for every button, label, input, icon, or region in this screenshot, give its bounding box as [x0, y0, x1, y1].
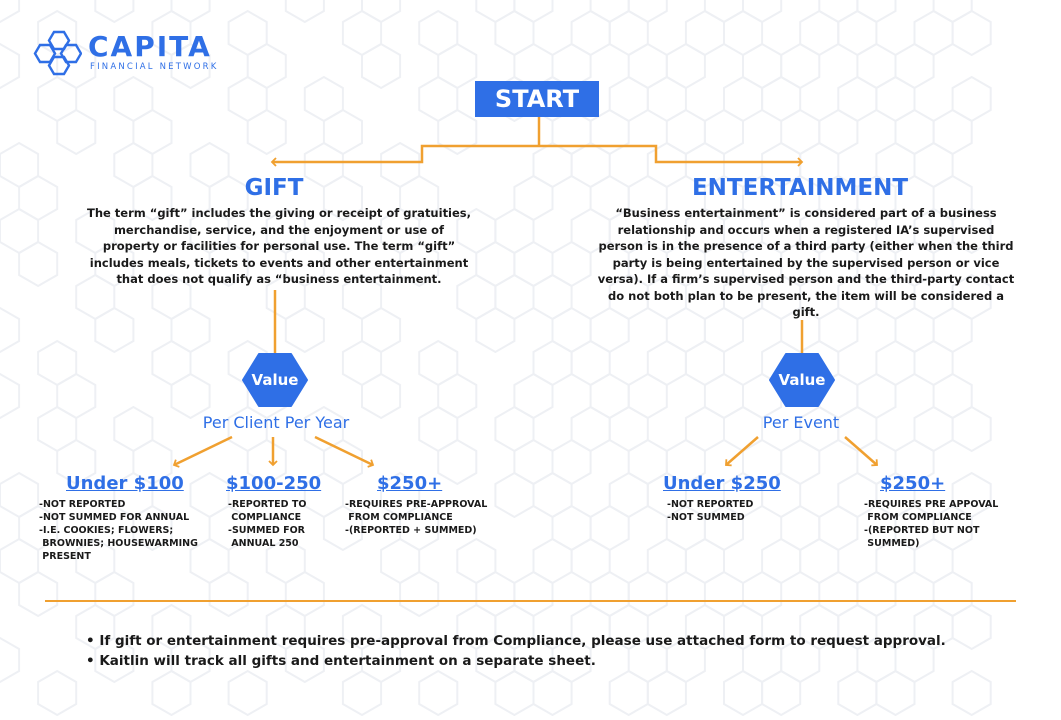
- background-hexagon: [286, 308, 324, 352]
- background-hexagon: [629, 0, 667, 22]
- ent-tier-250-plus-title: $250+: [880, 473, 946, 494]
- entertainment-definition: “Business entertainment” is considered part of a business relationship and occurs when a registered IA’s supervised person is in the presence of a third party (either when the third party is being entertained by the supervised person or vice versa). If a firm’s supervised person and the third-party contact do not both plan to be present, the item will be considered a gift.: [597, 206, 1015, 319]
- background-hexagon: [152, 671, 190, 715]
- background-hexagon: [210, 572, 248, 616]
- rule-item: FROM COMPLIANCE: [345, 512, 453, 523]
- background-hexagon: [19, 242, 57, 286]
- background-hexagon: [248, 110, 286, 154]
- logo-subtitle: FINANCIAL NETWORK: [90, 62, 219, 72]
- background-hexagon: [934, 0, 972, 22]
- start-node: START: [475, 81, 599, 117]
- rule-item: FROM COMPLIANCE: [864, 512, 972, 523]
- background-hexagon: [286, 0, 324, 22]
- background-hexagon: [876, 671, 914, 715]
- rule-item: -REPORTED TO: [228, 499, 307, 510]
- gift-tier-under-100-rules: [39, 498, 198, 563]
- notes-list: [86, 631, 946, 671]
- background-hexagon: [438, 110, 476, 154]
- rule-item: -(REPORTED + SUMMED): [345, 525, 477, 536]
- gift-value-label: Value: [251, 371, 299, 389]
- ent-tier-under-250-title: Under $250: [663, 473, 781, 494]
- rule-item: ANNUAL 250: [228, 538, 299, 549]
- background-hexagon: [172, 374, 210, 418]
- background-hexagon: [362, 374, 400, 418]
- background-hexagon: [953, 605, 991, 649]
- rule-item: -(REPORTED BUT NOT: [864, 525, 980, 536]
- background-hexagon: [953, 407, 991, 451]
- background-hexagon: [476, 0, 514, 22]
- note-item: • If gift or entertainment requires pre-approval from Compliance, please use attached form to request approval.: [86, 631, 946, 651]
- background-hexagon: [724, 671, 762, 715]
- rule-item: PRESENT: [39, 551, 91, 562]
- background-hexagon: [38, 671, 76, 715]
- gift-value-node: [242, 352, 308, 408]
- gift-tier-100-250-title: $100-250: [226, 473, 322, 494]
- background-hexagon: [0, 308, 19, 352]
- background-hexagon: [0, 0, 19, 22]
- gift-tier-100-250-rules: [228, 498, 306, 550]
- background-hexagon: [819, 0, 857, 22]
- background-hexagon: [229, 671, 267, 715]
- gift-definition: The term “gift” includes the giving or receipt of gratuities, merchandise, service, and the enjoyment or use of property or facilities for personal use. The term “gift” includes meals, tickets to events and other entertainment that does not qualify as “business entertainment.: [86, 206, 472, 286]
- gift-tier-250-plus-title: $250+: [377, 473, 443, 494]
- background-hexagon: [953, 11, 991, 55]
- entertainment-value-basis: Per Event: [762, 413, 840, 432]
- background-hexagon: [514, 0, 552, 22]
- background-hexagon: [534, 671, 572, 715]
- rule-item: -NOT SUMMED: [667, 512, 745, 523]
- background-hexagon: [591, 0, 629, 22]
- rule-item: -REQUIRES PRE-APPROVAL: [345, 499, 488, 510]
- background-hexagon: [476, 308, 514, 352]
- gift-tier-under-100-title: Under $100: [66, 473, 184, 494]
- background-hexagon: [838, 671, 876, 715]
- rule-item: -NOT REPORTED: [39, 499, 126, 510]
- background-hexagon: [495, 671, 533, 715]
- rule-item: -NOT SUMMED FOR ANNUAL: [39, 512, 190, 523]
- background-hexagon: [0, 638, 19, 682]
- entertainment-heading: ENTERTAINMENT: [691, 175, 909, 201]
- background-hexagon: [857, 0, 895, 22]
- background-hexagon: [648, 671, 686, 715]
- background-hexagon: [362, 0, 400, 22]
- background-hexagon: [762, 671, 800, 715]
- rule-item: -I.E. COOKIES; FLOWERS;: [39, 525, 174, 536]
- background-hexagon: [419, 671, 457, 715]
- background-hexagon: [953, 671, 991, 715]
- gift-heading: GIFT: [244, 175, 304, 201]
- logo-hexagon-icon: [30, 30, 82, 76]
- rule-item: -REQUIRES PRE APPOVAL: [864, 499, 999, 510]
- background-hexagon: [343, 671, 381, 715]
- note-item: • Kaitlin will track all gifts and entertainment on a separate sheet.: [86, 651, 946, 671]
- ent-tier-under-250-rules: [667, 498, 753, 524]
- background-hexagon: [743, 0, 781, 22]
- ent-tier-250-plus-rules: [864, 498, 998, 550]
- rule-item: -SUMMED FOR: [228, 525, 305, 536]
- entertainment-value-node: [769, 352, 835, 408]
- background-hexagon: [400, 572, 438, 616]
- background-hexagon: [172, 0, 210, 22]
- rule-item: COMPLIANCE: [228, 512, 302, 523]
- gift-tier-250-plus-rules: [345, 498, 487, 537]
- entertainment-value-label: Value: [778, 371, 826, 389]
- rule-item: SUMMED): [864, 538, 920, 549]
- background-hexagon: [362, 44, 400, 88]
- gift-value-basis: Per Client Per Year: [202, 413, 350, 432]
- background-hexagon: [495, 473, 533, 517]
- background-hexagon: [0, 374, 19, 418]
- background-hexagon: [610, 671, 648, 715]
- background-hexagon: [95, 308, 133, 352]
- rule-item: -NOT REPORTED: [667, 499, 754, 510]
- background-hexagon: [19, 572, 57, 616]
- background-hexagon: [705, 0, 743, 22]
- rule-item: BROWNIES; HOUSEWARMING: [39, 538, 198, 549]
- background-hexagon: [0, 44, 19, 88]
- logo-wordmark: CAPITA: [88, 30, 212, 63]
- background-hexagon: [438, 440, 476, 484]
- background-hexagon: [57, 110, 95, 154]
- background-hexagon: [95, 0, 133, 22]
- section-divider: [45, 600, 1016, 602]
